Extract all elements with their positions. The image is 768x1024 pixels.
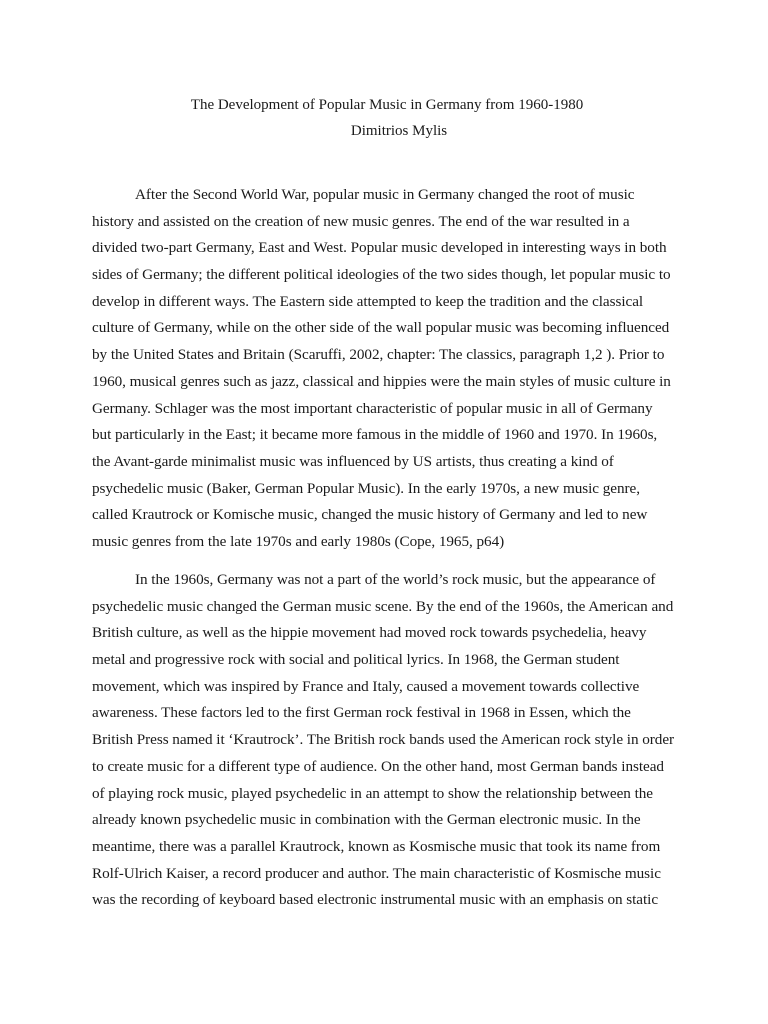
paragraph-line: 1960, musical genres such as jazz, classical and hippies were the main styles of music culture in <box>92 372 671 390</box>
paragraph-line: to create music for a different type of audience. On the other hand, most German bands instead <box>92 757 664 775</box>
paragraph-line: metal and progressive rock with social and political lyrics. In 1968, the German student <box>92 651 620 669</box>
paragraph-2 <box>92 567 674 914</box>
paragraph-line: divided two-part Germany, East and West. Popular music developed in interesting ways in both <box>92 239 667 257</box>
paragraph-line: meantime, there was a parallel Krautrock, known as Kosmische music that took its name from <box>92 837 661 855</box>
paragraph-line: culture of Germany, while on the other side of the wall popular music was becoming influenced <box>92 319 670 337</box>
paragraph-line: sides of Germany; the different political ideologies of the two sides though, let popular music to <box>92 266 671 284</box>
document-header <box>0 92 768 144</box>
paragraph-line: British Press named it ‘Krautrock’. The British rock bands used the American rock style in order <box>92 731 675 749</box>
paragraph-line: develop in different ways. The Eastern side attempted to keep the tradition and the classical <box>92 292 644 310</box>
paragraph-line: music genres from the late 1970s and early 1980s (Cope, 1965, p64) <box>92 532 505 550</box>
paragraph-line: After the Second World War, popular music in Germany changed the root of music <box>135 186 635 203</box>
paragraph-line: was the recording of keyboard based electronic instrumental music with an emphasis on static <box>92 891 659 909</box>
paragraph-line: but particularly in the East; it became more famous in the middle of 1960 and 1970. In 1960s, <box>92 426 658 444</box>
paragraph-line: psychedelic music (Baker, German Popular Music). In the early 1970s, a new music genre, <box>92 479 640 497</box>
paragraph-line: called Krautrock or Komische music, changed the music history of Germany and led to new <box>92 506 648 524</box>
paragraph-line: In the 1960s, Germany was not a part of the world’s rock music, but the appearance of <box>135 571 656 588</box>
document-title: The Development of Popular Music in Germany from 1960-1980 <box>190 97 584 113</box>
paragraph-line: already known psychedelic music in combination with the German electronic music. In the <box>92 811 641 829</box>
paragraph-line: Germany. Schlager was the most important characteristic of popular music in all of Germany <box>92 399 653 417</box>
paragraph-line: awareness. These factors led to the first German rock festival in 1968 in Essen, which the <box>92 704 631 722</box>
paragraph-line: movement, which was inspired by France and Italy, caused a movement towards collective <box>92 677 640 695</box>
document-author: Dimitrios Mylis <box>350 123 448 139</box>
paragraph-line: psychedelic music changed the German music scene. By the end of the 1960s, the American and <box>92 597 674 615</box>
paragraph-line: British culture, as well as the hippie movement had moved rock towards psychedelia, heavy <box>92 624 647 642</box>
paragraph-line: of playing rock music, played psychedelic in an attempt to show the relationship between the <box>92 784 653 802</box>
paragraph-line: by the United States and Britain (Scaruffi, 2002, chapter: The classics, paragraph 1,2 ). Prior to <box>92 346 665 364</box>
paragraph-1 <box>92 182 671 556</box>
paragraph-line: Rolf-Ulrich Kaiser, a record producer and author. The main characteristic of Kosmische music <box>92 864 661 882</box>
paragraph-line: history and assisted on the creation of new music genres. The end of the war resulted in a <box>92 212 630 230</box>
paragraph-line: the Avant-garde minimalist music was influenced by US artists, thus creating a kind of <box>92 452 614 470</box>
